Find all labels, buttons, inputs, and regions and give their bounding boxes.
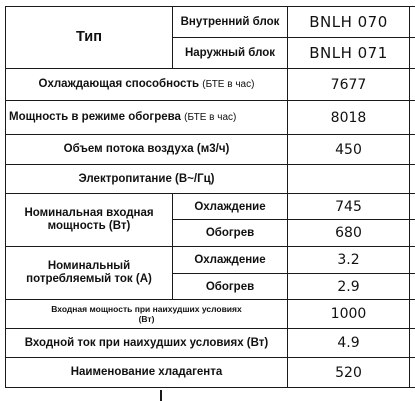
edge-cell	[410, 165, 415, 194]
indoor-unit-label: Внутренний блок	[173, 7, 288, 38]
max-input-current-value: 4.9	[288, 329, 410, 358]
rated-input-cooling-value: 745	[288, 194, 410, 220]
rated-current-cooling-label: Охлаждение	[173, 247, 288, 274]
spec-table	[5, 6, 415, 388]
rated-current-heating-label: Обогрев	[173, 274, 288, 300]
edge-cell	[410, 220, 415, 247]
row-power-supply	[6, 165, 415, 194]
edge-cell	[410, 329, 415, 358]
max-input-power-label: Входная мощность при наихудших условиях (Вт)	[6, 300, 288, 329]
row-max-input-power	[6, 300, 415, 329]
outdoor-unit-model: BNLH 071	[288, 38, 410, 69]
row-max-input-current	[6, 329, 415, 358]
refrigerant-value: 520	[288, 358, 410, 388]
row-airflow	[6, 135, 415, 165]
rated-current-heating-value: 2.9	[288, 274, 410, 300]
row-rated-current-cooling	[6, 247, 415, 274]
heating-power-label: Мощность в режиме обогрева (БТЕ в час)	[6, 101, 288, 135]
edge-cell	[410, 274, 415, 300]
edge-cell	[410, 300, 415, 329]
airflow-value: 450	[288, 135, 410, 165]
max-input-power-value: 1000	[288, 300, 410, 329]
type-label: Тип	[6, 7, 173, 69]
edge-cell	[410, 7, 415, 38]
cooling-capacity-value: 7677	[288, 69, 410, 101]
power-supply-label: Электропитание (В~/Гц)	[6, 165, 288, 194]
edge-cell	[410, 101, 415, 135]
edge-cell	[410, 135, 415, 165]
max-input-current-label: Входной ток при наихудших условиях (Вт)	[6, 329, 288, 358]
row-rated-input-cooling	[6, 194, 415, 220]
rated-input-heating-label: Обогрев	[173, 220, 288, 247]
row-refrigerant	[6, 358, 415, 388]
table-continuation-line	[160, 390, 162, 401]
row-cooling-capacity	[6, 69, 415, 101]
power-supply-value	[288, 165, 410, 194]
rated-input-cooling-label: Охлаждение	[173, 194, 288, 220]
header-row-indoor	[6, 7, 415, 38]
refrigerant-label: Наименование хладагента	[6, 358, 288, 388]
row-heating-power	[6, 101, 415, 135]
rated-input-heating-value: 680	[288, 220, 410, 247]
edge-cell	[410, 247, 415, 274]
rated-current-cooling-value: 3.2	[288, 247, 410, 274]
indoor-unit-model: BNLH 070	[288, 7, 410, 38]
rated-input-power-label: Номинальная входная мощность (Вт)	[6, 194, 173, 247]
rated-current-label: Номинальный потребляемый ток (А)	[6, 247, 173, 300]
outdoor-unit-label: Наружный блок	[173, 38, 288, 69]
heating-power-value: 8018	[288, 101, 410, 135]
edge-cell	[410, 194, 415, 220]
edge-cell	[410, 358, 415, 388]
edge-cell	[410, 69, 415, 101]
airflow-label: Объем потока воздуха (м3/ч)	[6, 135, 288, 165]
edge-cell	[410, 38, 415, 69]
cooling-capacity-label: Охлаждающая способность (БТЕ в час)	[6, 69, 288, 101]
